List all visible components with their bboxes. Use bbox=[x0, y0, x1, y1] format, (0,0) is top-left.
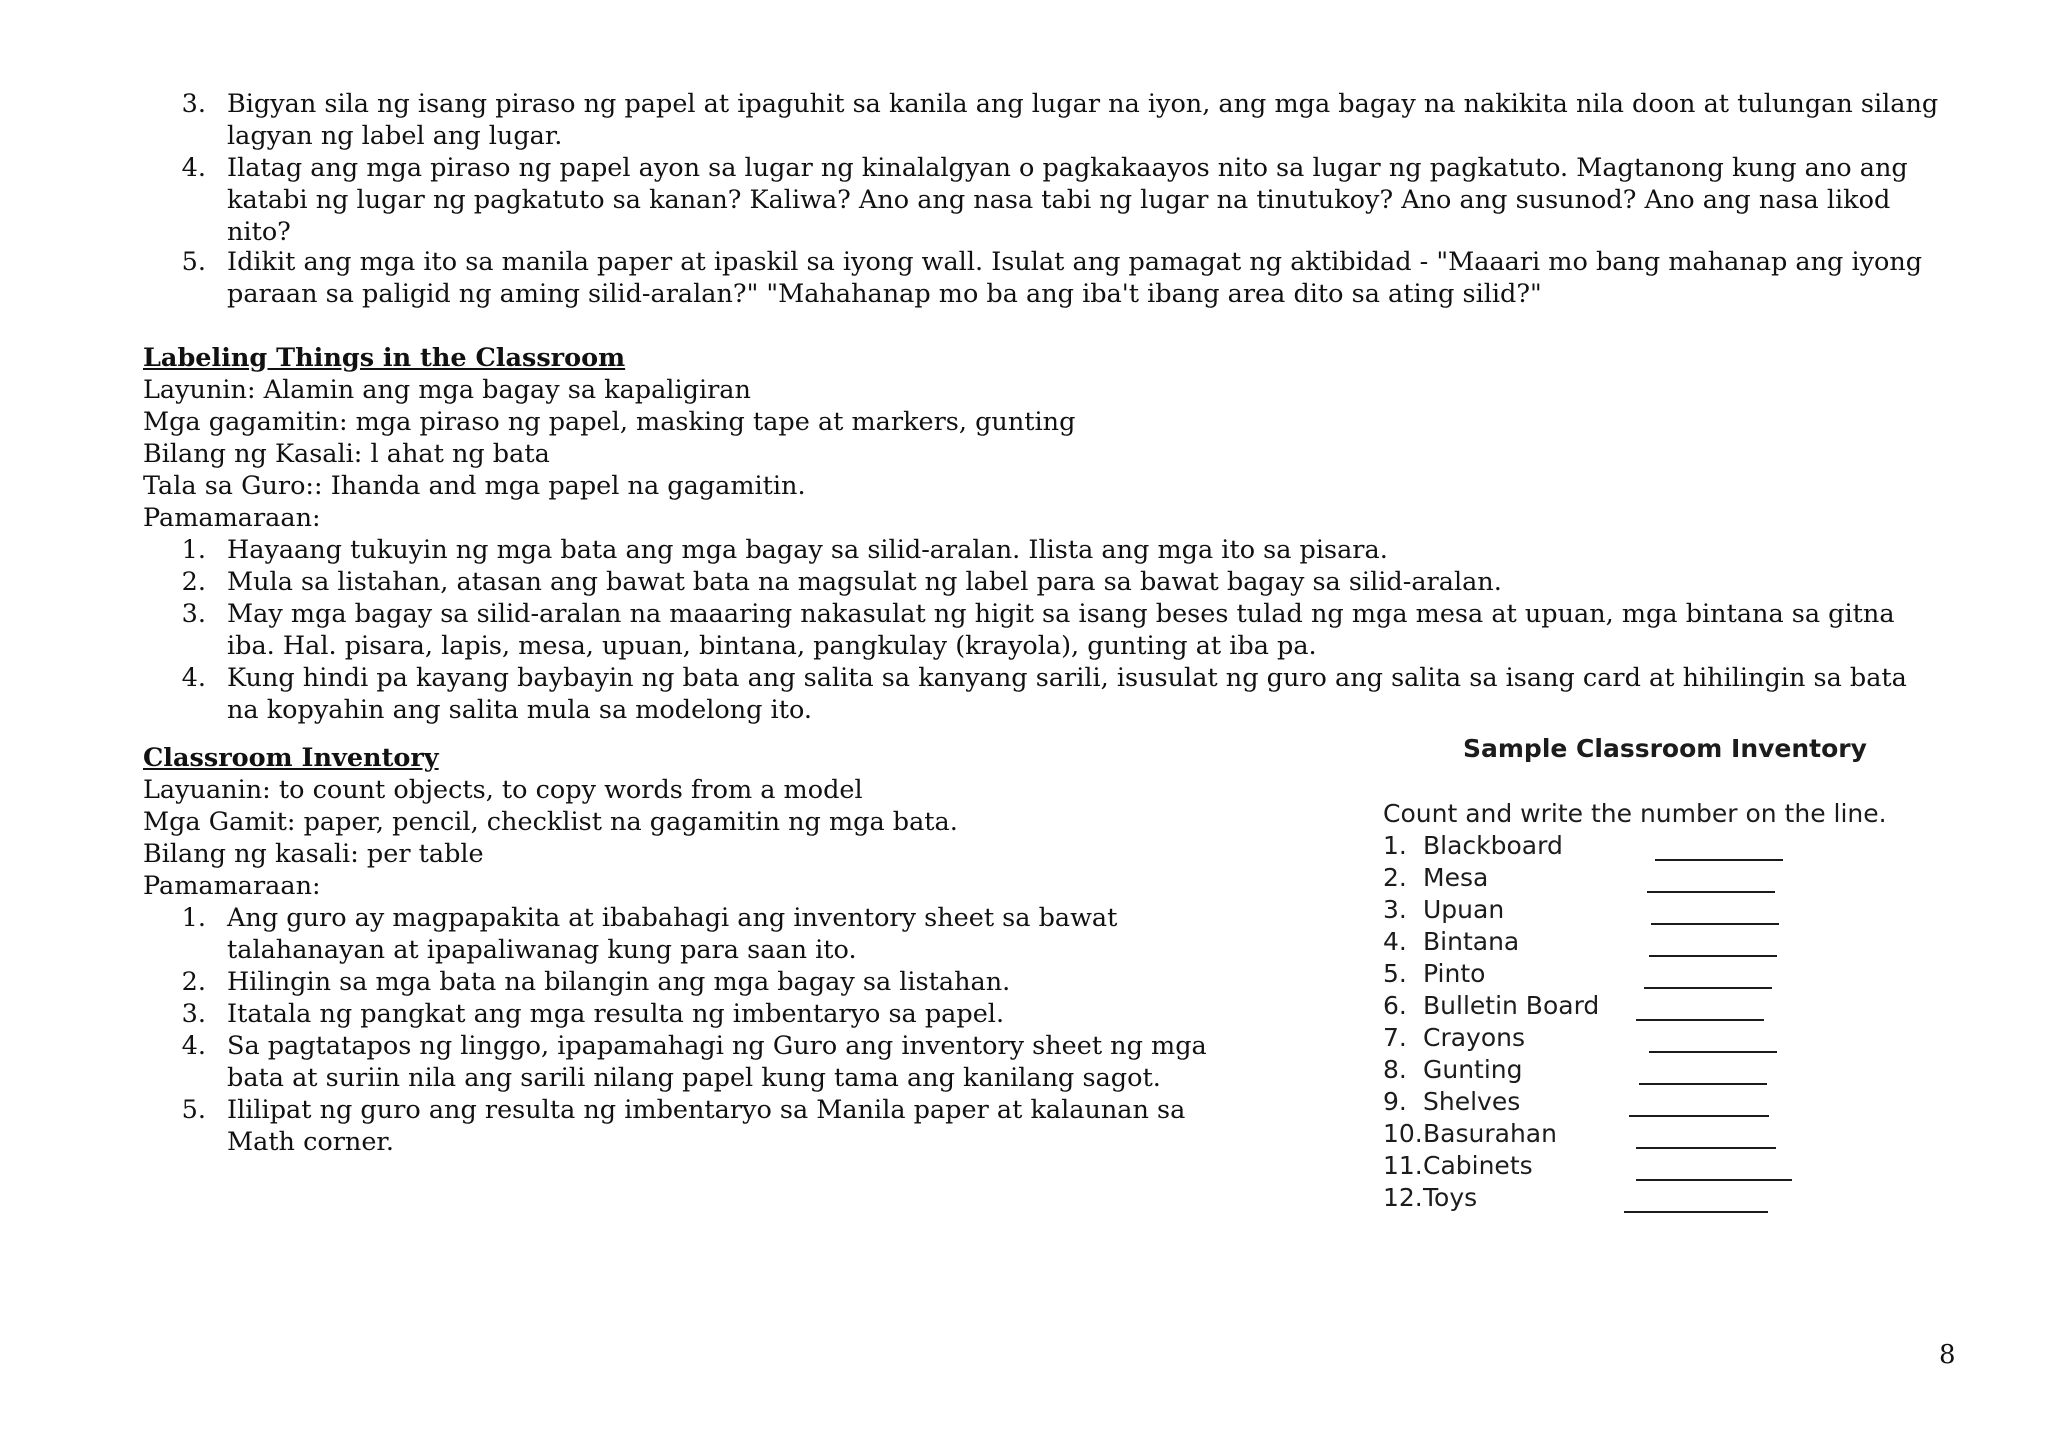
answer-line[interactable] bbox=[1649, 955, 1777, 957]
materials-text: Mga Gamit: paper, pencil, checklist na gagamitin ng mga bata. bbox=[143, 807, 958, 837]
answer-line[interactable] bbox=[1649, 1051, 1777, 1053]
list-number: 3. bbox=[181, 999, 206, 1029]
list-text-line: paraan sa paligid ng aming silid-aralan?" "Mahahanap mo ba ang iba't ibang area dito sa ating silid?" bbox=[227, 279, 1542, 309]
item-label: Gunting bbox=[1423, 1055, 1523, 1084]
teacher-note-text: Tala sa Guro:: Ihanda and mga papel na gagamitin. bbox=[143, 471, 806, 501]
answer-line[interactable] bbox=[1636, 1019, 1764, 1021]
procedure-label: Pamamaraan: bbox=[143, 871, 321, 901]
item-number: 11. bbox=[1383, 1151, 1423, 1180]
list-text-line: iba. Hal. pisara, lapis, mesa, upuan, bintana, pangkulay (krayola), gunting at iba pa. bbox=[227, 631, 1317, 661]
objective-text: Layuanin: to count objects, to copy words from a model bbox=[143, 775, 863, 805]
sample-instruction: Count and write the number on the line. bbox=[1383, 799, 1887, 828]
list-text-line: Ililipat ng guro ang resulta ng imbentaryo sa Manila paper at kalaunan sa bbox=[227, 1095, 1186, 1125]
objective-text: Layunin: Alamin ang mga bagay sa kapaligiran bbox=[143, 375, 751, 405]
list-number: 1. bbox=[181, 535, 206, 565]
inventory-item bbox=[1383, 1055, 1803, 1087]
inventory-item bbox=[1383, 1087, 1803, 1119]
item-number: 8. bbox=[1383, 1055, 1407, 1084]
list-text-line: Sa pagtatapos ng linggo, ipapamahagi ng Guro ang inventory sheet ng mga bbox=[227, 1031, 1207, 1061]
inventory-item bbox=[1383, 863, 1803, 895]
participants-text: Bilang ng Kasali: l ahat ng bata bbox=[143, 439, 550, 469]
materials-text: Mga gagamitin: mga piraso ng papel, masking tape at markers, gunting bbox=[143, 407, 1076, 437]
list-text-line: Hilingin sa mga bata na bilangin ang mga bagay sa listahan. bbox=[227, 967, 1011, 997]
item-number: 10. bbox=[1383, 1119, 1423, 1148]
item-label: Mesa bbox=[1423, 863, 1489, 892]
page-number: 8 bbox=[1939, 1340, 1956, 1370]
item-number: 7. bbox=[1383, 1023, 1407, 1052]
inventory-item bbox=[1383, 831, 1803, 863]
procedure-label: Pamamaraan: bbox=[143, 503, 321, 533]
list-text-line: lagyan ng label ang lugar. bbox=[227, 121, 563, 151]
list-text-line: May mga bagay sa silid-aralan na maaaring nakasulat ng higit sa isang beses tulad ng mga mesa at upuan, mga bintana sa gitna bbox=[227, 599, 1895, 629]
list-text-line: na kopyahin ang salita mula sa modelong ito. bbox=[227, 695, 812, 725]
item-number: 2. bbox=[1383, 863, 1407, 892]
list-text-line: Bigyan sila ng isang piraso ng papel at ipaguhit sa kanila ang lugar na iyon, ang mga bagay na nakikita nila doon at tulungan silang bbox=[227, 89, 1939, 119]
list-text-line: bata at suriin nila ang sarili nilang papel kung tama ang kanilang sagot. bbox=[227, 1063, 1161, 1093]
item-label: Bintana bbox=[1423, 927, 1520, 956]
inventory-item bbox=[1383, 1183, 1803, 1215]
item-label: Pinto bbox=[1423, 959, 1486, 988]
answer-line[interactable] bbox=[1651, 923, 1779, 925]
item-label: Toys bbox=[1423, 1183, 1478, 1212]
item-label: Blackboard bbox=[1423, 831, 1563, 860]
list-number: 3. bbox=[181, 599, 206, 629]
answer-line[interactable] bbox=[1647, 891, 1775, 893]
item-number: 5. bbox=[1383, 959, 1407, 988]
list-text-line: Idikit ang mga ito sa manila paper at ipaskil sa iyong wall. Isulat ang pamagat ng aktibidad - "Maaari mo bang mahanap ang iyong bbox=[227, 247, 1923, 277]
inventory-item bbox=[1383, 959, 1803, 991]
item-number: 6. bbox=[1383, 991, 1407, 1020]
inventory-item bbox=[1383, 1151, 1803, 1183]
item-number: 9. bbox=[1383, 1087, 1407, 1116]
answer-line[interactable] bbox=[1636, 1147, 1776, 1149]
list-text-line: katabi ng lugar ng pagkatuto sa kanan? Kaliwa? Ano ang nasa tabi ng lugar na tinutukoy? Ano ang susunod? Ano ang nasa likod bbox=[227, 185, 1891, 215]
list-text-line: talahanayan at ipapaliwanag kung para saan ito. bbox=[227, 935, 857, 965]
list-text-line: Ilatag ang mga piraso ng papel ayon sa lugar ng kinalalgyan o pagkakaayos nito sa lugar ng pagkatuto. Magtanong kung ano ang bbox=[227, 153, 1908, 183]
list-text-line: nito? bbox=[227, 217, 291, 247]
answer-line[interactable] bbox=[1624, 1211, 1768, 1213]
item-label: Crayons bbox=[1423, 1023, 1526, 1052]
item-label: Cabinets bbox=[1423, 1151, 1533, 1180]
item-label: Basurahan bbox=[1423, 1119, 1557, 1148]
list-text-line: Kung hindi pa kayang baybayin ng bata ang salita sa kanyang sarili, isusulat ng guro ang salita sa isang card at hihilingin sa bata bbox=[227, 663, 1907, 693]
answer-line[interactable] bbox=[1655, 859, 1783, 861]
sample-title: Sample Classroom Inventory bbox=[1463, 734, 1867, 763]
answer-line[interactable] bbox=[1636, 1179, 1792, 1181]
inventory-item bbox=[1383, 991, 1803, 1023]
answer-line[interactable] bbox=[1629, 1115, 1769, 1117]
item-label: Upuan bbox=[1423, 895, 1505, 924]
answer-line[interactable] bbox=[1639, 1083, 1767, 1085]
list-number: 2. bbox=[181, 567, 206, 597]
list-number: 5. bbox=[181, 1095, 206, 1125]
participants-text: Bilang ng kasali: per table bbox=[143, 839, 484, 869]
item-number: 12. bbox=[1383, 1183, 1423, 1212]
list-number: 2. bbox=[181, 967, 206, 997]
section-heading: Classroom Inventory bbox=[143, 743, 439, 773]
inventory-item bbox=[1383, 1119, 1803, 1151]
list-number: 4. bbox=[181, 1031, 206, 1061]
list-text-line: Mula sa listahan, atasan ang bawat bata na magsulat ng label para sa bawat bagay sa silid-aralan. bbox=[227, 567, 1502, 597]
inventory-item bbox=[1383, 1023, 1803, 1055]
list-number: 3. bbox=[181, 89, 206, 119]
inventory-item bbox=[1383, 895, 1803, 927]
item-number: 3. bbox=[1383, 895, 1407, 924]
item-number: 4. bbox=[1383, 927, 1407, 956]
list-text-line: Itatala ng pangkat ang mga resulta ng imbentaryo sa papel. bbox=[227, 999, 1005, 1029]
list-text-line: Hayaang tukuyin ng mga bata ang mga bagay sa silid-aralan. Ilista ang mga ito sa pisara. bbox=[227, 535, 1388, 565]
list-number: 4. bbox=[181, 153, 206, 183]
list-number: 1. bbox=[181, 903, 206, 933]
item-label: Bulletin Board bbox=[1423, 991, 1600, 1020]
list-text-line: Math corner. bbox=[227, 1127, 394, 1157]
inventory-item bbox=[1383, 927, 1803, 959]
answer-line[interactable] bbox=[1644, 987, 1772, 989]
section-heading: Labeling Things in the Classroom bbox=[143, 343, 626, 373]
item-number: 1. bbox=[1383, 831, 1407, 860]
item-label: Shelves bbox=[1423, 1087, 1521, 1116]
list-number: 5. bbox=[181, 247, 206, 277]
list-text-line: Ang guro ay magpapakita at ibabahagi ang inventory sheet sa bawat bbox=[227, 903, 1118, 933]
list-number: 4. bbox=[181, 663, 206, 693]
